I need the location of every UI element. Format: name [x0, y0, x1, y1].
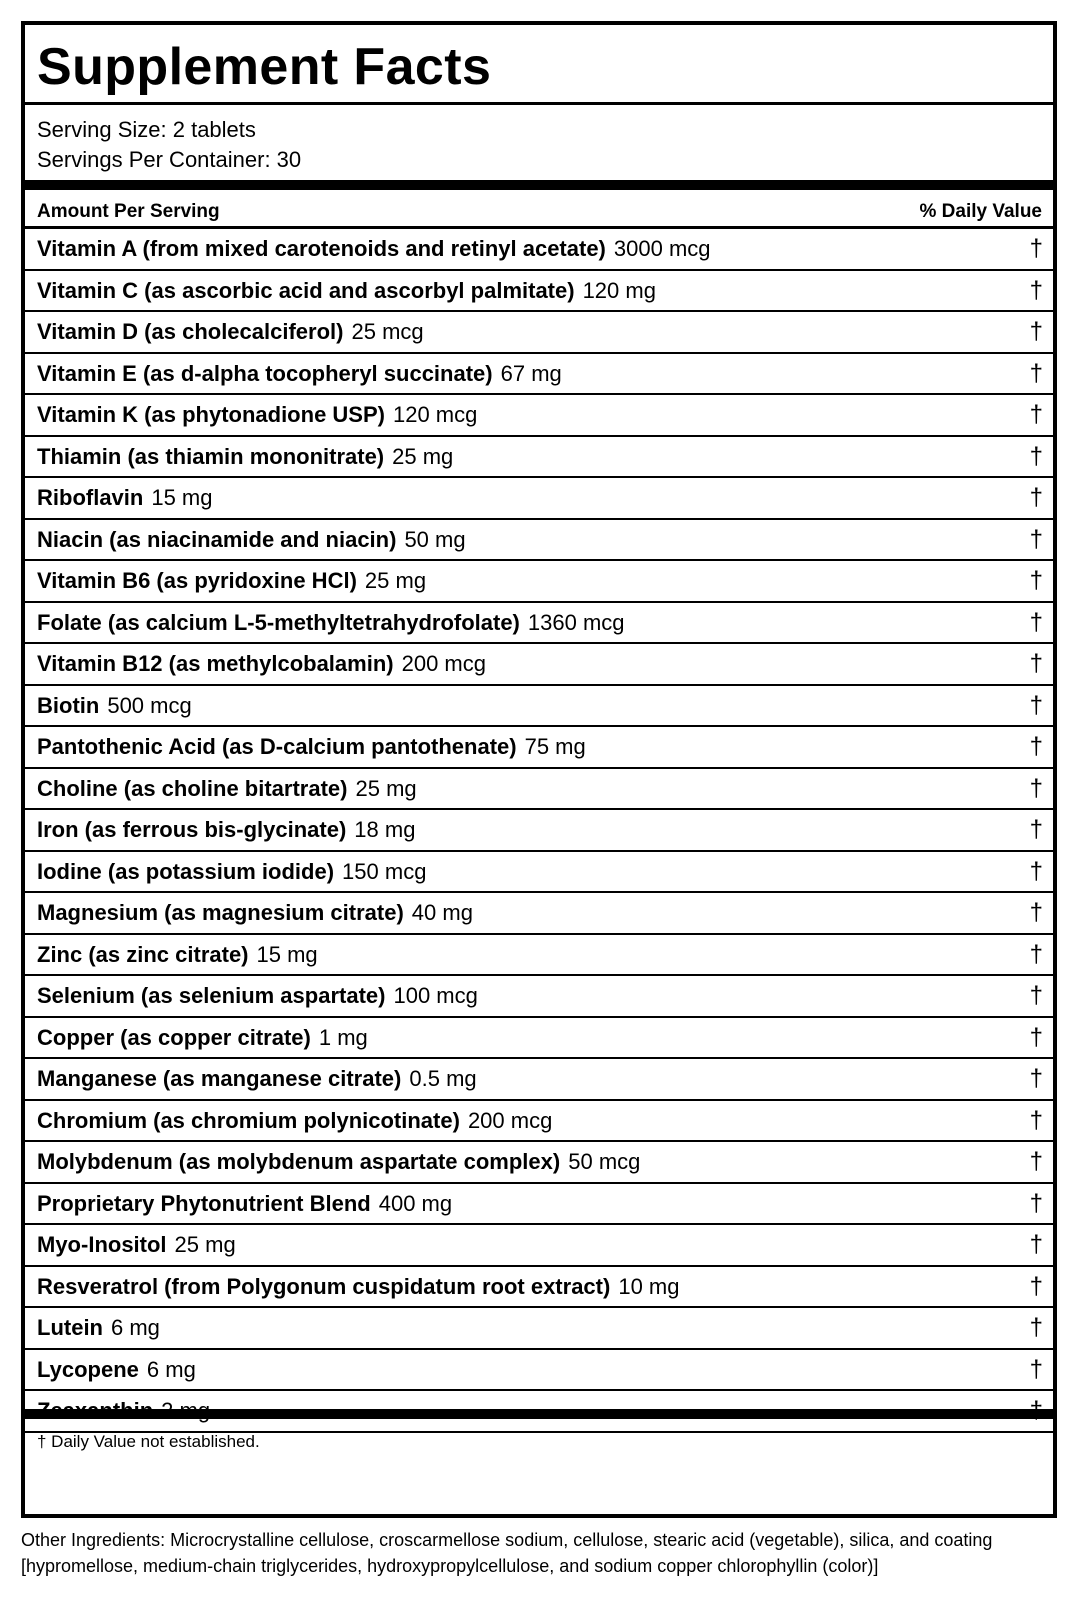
nutrient-name: Folate (as calcium L-5-methyltetrahydrofolate)	[37, 609, 520, 635]
dagger-marker: †	[1029, 857, 1043, 885]
nutrient-label	[37, 1273, 680, 1299]
nutrient-row	[25, 644, 1053, 686]
nutrient-label	[37, 941, 318, 967]
nutrient-name: Vitamin K (as phytonadione USP)	[37, 402, 385, 427]
nutrient-row	[25, 976, 1053, 1018]
nutrient-name: Thiamin (as thiamin mononitrate)	[37, 443, 385, 469]
dagger-marker: †	[1029, 733, 1043, 760]
nutrient-row	[25, 893, 1053, 935]
nutrient-name: Vitamin E (as d-alpha tocopheryl succinate)	[37, 360, 493, 386]
nutrient-row	[25, 1184, 1053, 1226]
dagger-marker: †	[1029, 1272, 1043, 1300]
nutrient-label	[37, 487, 213, 509]
nutrient-row	[25, 271, 1053, 313]
nutrient-row	[25, 935, 1053, 977]
nutrient-name: Riboflavin	[37, 485, 144, 510]
nutrient-amount: 67 mg	[500, 360, 562, 386]
dagger-marker: †	[1029, 816, 1043, 843]
nutrient-amount: 120 mg	[582, 277, 656, 303]
nutrient-name: Vitamin A (from mixed carotenoids and retinyl acetate)	[37, 236, 606, 261]
nutrient-amount: 100 mcg	[393, 983, 478, 1008]
dagger-marker: †	[1029, 1355, 1043, 1383]
thick-divider-bottom	[25, 1409, 1053, 1419]
nutrient-row	[25, 810, 1053, 852]
nutrient-name: Resveratrol (from Polygonum cuspidatum root extract)	[37, 1273, 611, 1299]
dagger-marker: †	[1029, 774, 1043, 802]
nutrient-row	[25, 1101, 1053, 1143]
amount-per-serving-header: Amount Per Serving	[37, 201, 220, 222]
nutrient-row	[25, 1018, 1053, 1060]
nutrient-row	[25, 1142, 1053, 1184]
nutrient-amount: 120 mcg	[392, 402, 478, 427]
nutrient-label	[37, 443, 454, 469]
nutrient-label	[37, 1317, 160, 1339]
servings-per-container: Servings Per Container: 30	[37, 147, 302, 172]
nutrient-label	[37, 526, 466, 552]
nutrient-label	[37, 1356, 196, 1382]
nutrient-label	[37, 609, 625, 635]
nutrient-row	[25, 603, 1053, 645]
nutrient-amount: 75 mg	[524, 734, 586, 759]
nutrient-label	[37, 1068, 477, 1090]
nutrient-row	[25, 312, 1053, 354]
nutrient-amount: 15 mg	[256, 941, 318, 967]
nutrient-name: Myo-Inositol	[37, 1232, 167, 1257]
nutrient-name: Proprietary Phytonutrient Blend	[37, 1190, 371, 1216]
title-divider	[25, 102, 1053, 105]
dagger-marker: †	[1029, 318, 1043, 345]
nutrient-name: Copper (as copper citrate)	[37, 1024, 311, 1050]
nutrient-name: Manganese (as manganese citrate)	[37, 1066, 402, 1091]
dagger-marker: †	[1029, 401, 1043, 428]
nutrient-label	[37, 404, 477, 426]
dagger-marker: †	[1029, 940, 1043, 968]
nutrient-label	[37, 736, 586, 758]
nutrient-amount: 0.5 mg	[409, 1066, 477, 1091]
dagger-marker: †	[1029, 1189, 1043, 1217]
nutrient-row	[25, 395, 1053, 437]
nutrient-name: Zinc (as zinc citrate)	[37, 941, 249, 967]
dagger-marker: †	[1029, 1231, 1043, 1258]
supplement-facts-panel	[21, 21, 1057, 1518]
nutrient-amount: 25 mg	[392, 443, 454, 469]
nutrient-row	[25, 686, 1053, 728]
nutrient-name: Molybdenum (as molybdenum aspartate complex)	[37, 1149, 561, 1174]
nutrient-name: Lycopene	[37, 1356, 139, 1382]
nutrient-amount: 6 mg	[111, 1315, 160, 1340]
nutrient-label	[37, 653, 486, 675]
nutrient-table	[25, 229, 1053, 1433]
nutrient-label	[37, 1151, 640, 1173]
nutrient-name: Niacin (as niacinamide and niacin)	[37, 526, 397, 552]
nutrient-amount: 1360 mcg	[527, 609, 625, 635]
panel-title: Supplement Facts	[37, 38, 492, 96]
nutrient-name: Pantothenic Acid (as D-calcium pantothenate)	[37, 734, 517, 759]
nutrient-row	[25, 354, 1053, 396]
nutrient-row	[25, 478, 1053, 520]
nutrient-amount: 50 mcg	[568, 1149, 641, 1174]
nutrient-row	[25, 1059, 1053, 1101]
dagger-marker: †	[1029, 276, 1043, 304]
nutrient-amount: 40 mg	[411, 900, 473, 925]
nutrient-row	[25, 1267, 1053, 1309]
dagger-marker: †	[1029, 442, 1043, 470]
nutrient-amount: 18 mg	[354, 817, 416, 842]
thick-divider-top	[25, 180, 1053, 190]
nutrient-row	[25, 1225, 1053, 1267]
nutrient-name: Chromium (as chromium polynicotinate)	[37, 1107, 460, 1133]
nutrient-label	[37, 985, 478, 1007]
nutrient-row	[25, 1308, 1053, 1350]
nutrient-name: Selenium (as selenium aspartate)	[37, 983, 386, 1008]
nutrient-label	[37, 775, 417, 801]
nutrient-row	[25, 852, 1053, 894]
nutrient-row	[25, 437, 1053, 479]
nutrient-amount: 1 mg	[318, 1024, 368, 1050]
dagger-marker: †	[1029, 567, 1043, 594]
nutrient-row	[25, 1350, 1053, 1392]
other-ingredients: Other Ingredients: Microcrystalline cellulose, croscarmellose sodium, cellulose, stearic acid (vegetable), silica, and coating [hypromellose, medium-chain triglycerides, hydroxypropylcellulose, and sodium copper chlorophyllin (color)]	[21, 1530, 993, 1576]
nutrient-label	[37, 858, 427, 884]
nutrient-label	[37, 1024, 368, 1050]
nutrient-amount: 25 mg	[364, 568, 427, 593]
nutrient-label	[37, 902, 473, 924]
nutrient-name: Vitamin B12 (as methylcobalamin)	[37, 651, 394, 676]
nutrient-name: Vitamin B6 (as pyridoxine HCl)	[37, 568, 357, 593]
nutrient-row	[25, 229, 1053, 271]
nutrient-name: Vitamin D (as cholecalciferol)	[37, 319, 344, 344]
daily-value-footnote: † Daily Value not established.	[37, 1432, 260, 1451]
nutrient-amount: 50 mg	[404, 526, 466, 552]
dagger-marker: †	[1029, 1314, 1043, 1341]
dagger-marker: †	[1029, 484, 1043, 511]
dagger-marker: †	[1029, 525, 1043, 553]
dagger-marker: †	[1029, 1106, 1043, 1134]
nutrient-name: Iodine (as potassium iodide)	[37, 858, 335, 884]
dagger-marker: †	[1029, 235, 1043, 262]
nutrient-amount: 25 mg	[174, 1232, 236, 1257]
dagger-marker: †	[1029, 691, 1043, 719]
nutrient-label	[37, 692, 192, 718]
nutrient-amount: 500 mcg	[107, 692, 192, 718]
nutrient-label	[37, 570, 426, 592]
nutrient-name: Vitamin C (as ascorbic acid and ascorbyl palmitate)	[37, 277, 575, 303]
nutrient-amount: 10 mg	[618, 1273, 680, 1299]
dagger-marker: †	[1029, 982, 1043, 1009]
dagger-marker: †	[1029, 650, 1043, 677]
nutrient-amount: 15 mg	[151, 485, 213, 510]
nutrient-label	[37, 238, 711, 260]
nutrient-name: Choline (as choline bitartrate)	[37, 775, 348, 801]
nutrient-label	[37, 1234, 236, 1256]
serving-size: Serving Size: 2 tablets	[37, 117, 256, 142]
nutrient-amount: 400 mg	[378, 1190, 453, 1216]
nutrient-name: Lutein	[37, 1315, 103, 1340]
dagger-marker: †	[1029, 899, 1043, 926]
nutrient-label	[37, 321, 424, 343]
nutrient-label	[37, 360, 562, 386]
nutrient-name: Magnesium (as magnesium citrate)	[37, 900, 404, 925]
nutrient-amount: 200 mcg	[467, 1107, 553, 1133]
dagger-marker: †	[1029, 1148, 1043, 1175]
dagger-marker: †	[1029, 359, 1043, 387]
nutrient-name: Iron (as ferrous bis-glycinate)	[37, 817, 347, 842]
nutrient-amount: 150 mcg	[342, 858, 427, 884]
table-header	[25, 190, 1053, 230]
nutrient-row	[25, 727, 1053, 769]
daily-value-header: % Daily Value	[919, 201, 1042, 222]
nutrient-amount: 3000 mcg	[613, 236, 711, 261]
nutrient-row	[25, 561, 1053, 603]
nutrient-amount: 25 mcg	[351, 319, 424, 344]
nutrient-label	[37, 1190, 453, 1216]
nutrient-label	[37, 819, 415, 841]
nutrient-label	[37, 277, 656, 303]
nutrient-label	[37, 1107, 553, 1133]
dagger-marker: †	[1029, 1023, 1043, 1051]
nutrient-amount: 25 mg	[355, 775, 417, 801]
dagger-marker: †	[1029, 608, 1043, 636]
nutrient-amount: 6 mg	[146, 1356, 196, 1382]
dagger-marker: †	[1029, 1065, 1043, 1092]
nutrient-row	[25, 520, 1053, 562]
nutrient-amount: 200 mcg	[401, 651, 486, 676]
nutrient-row	[25, 769, 1053, 811]
nutrient-name: Biotin	[37, 692, 100, 718]
